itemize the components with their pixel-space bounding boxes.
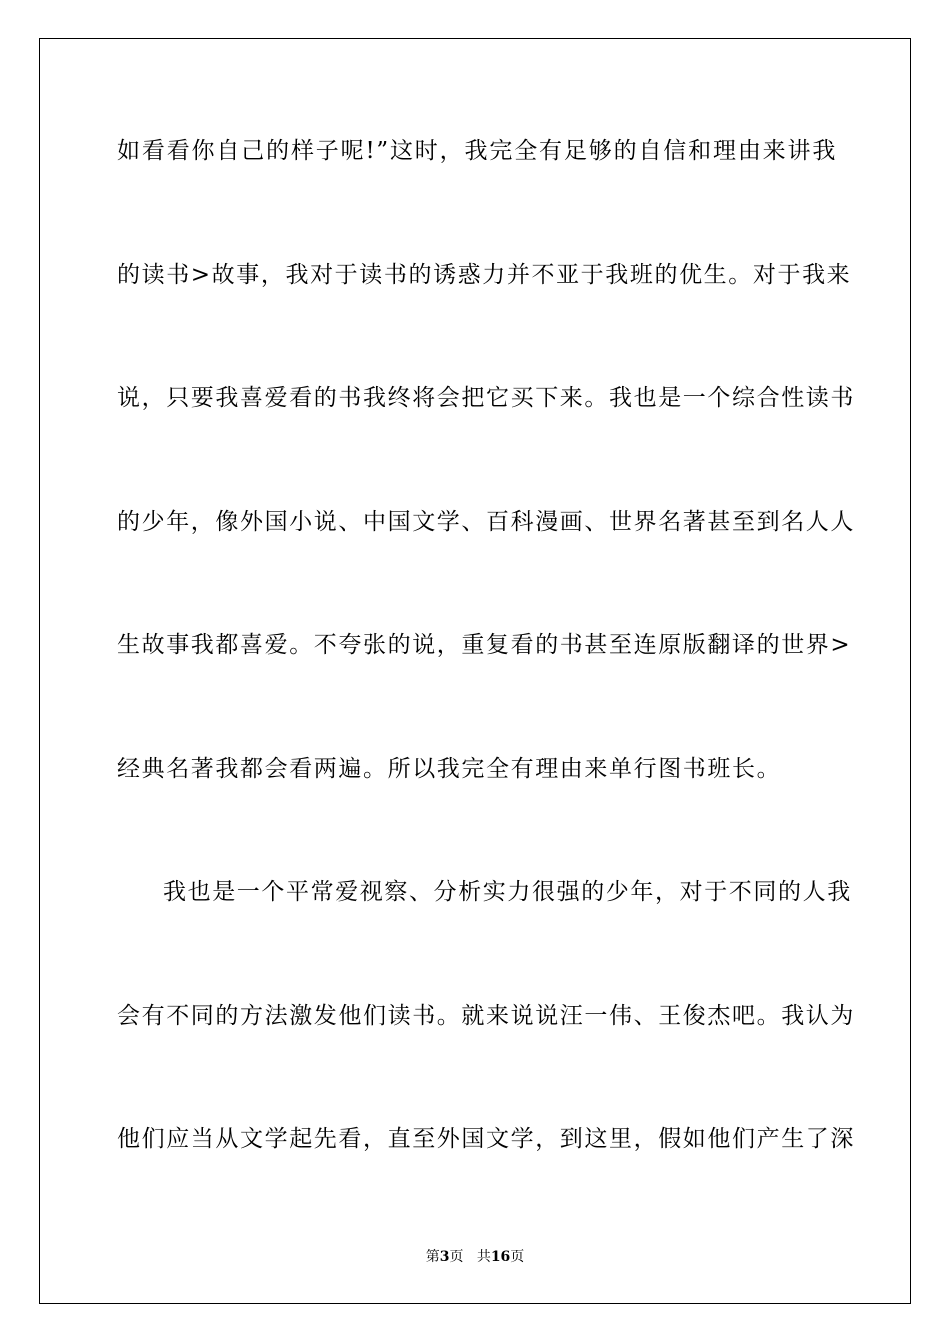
footer-total-suffix: 页 [510,1249,525,1265]
footer-page-suffix: 页 [449,1249,464,1265]
text-line-2: 的读书>故事，我对于读书的诱惑力并不亚于我班的优生。对于我来 [117,262,852,288]
text-line-7-paragraph-start: 我也是一个平常爱视察、分析实力很强的少年，对于不同的人我 [163,879,852,905]
text-line-9: 他们应当从文学起先看，直至外国文学，到这里，假如他们产生了深 [117,1126,855,1152]
footer-total-prefix: 共 [476,1249,491,1265]
footer-page-prefix: 第 [425,1249,440,1265]
page-border [39,38,911,1304]
text-line-8: 会有不同的方法激发他们读书。就来说说汪一伟、王俊杰吧。我认为 [117,1003,855,1029]
text-line-6: 经典名著我都会看两遍。所以我完全有理由来单行图书班长。 [117,756,782,782]
text-line-5: 生故事我都喜爱。不夸张的说，重复看的书甚至连原版翻译的世界> [117,632,852,658]
page-footer [0,1246,950,1266]
text-line-4: 的少年，像外国小说、中国文学、百科漫画、世界名著甚至到名人人 [117,509,855,535]
footer-total-pages: 16 [490,1249,511,1265]
text-line-1: 如看看你自己的样子呢!”这时，我完全有足够的自信和理由来讲我 [117,138,837,164]
footer-page-number: 3 [439,1249,450,1265]
text-line-3: 说，只要我喜爱看的书我终将会把它买下来。我也是一个综合性读书 [117,385,855,411]
